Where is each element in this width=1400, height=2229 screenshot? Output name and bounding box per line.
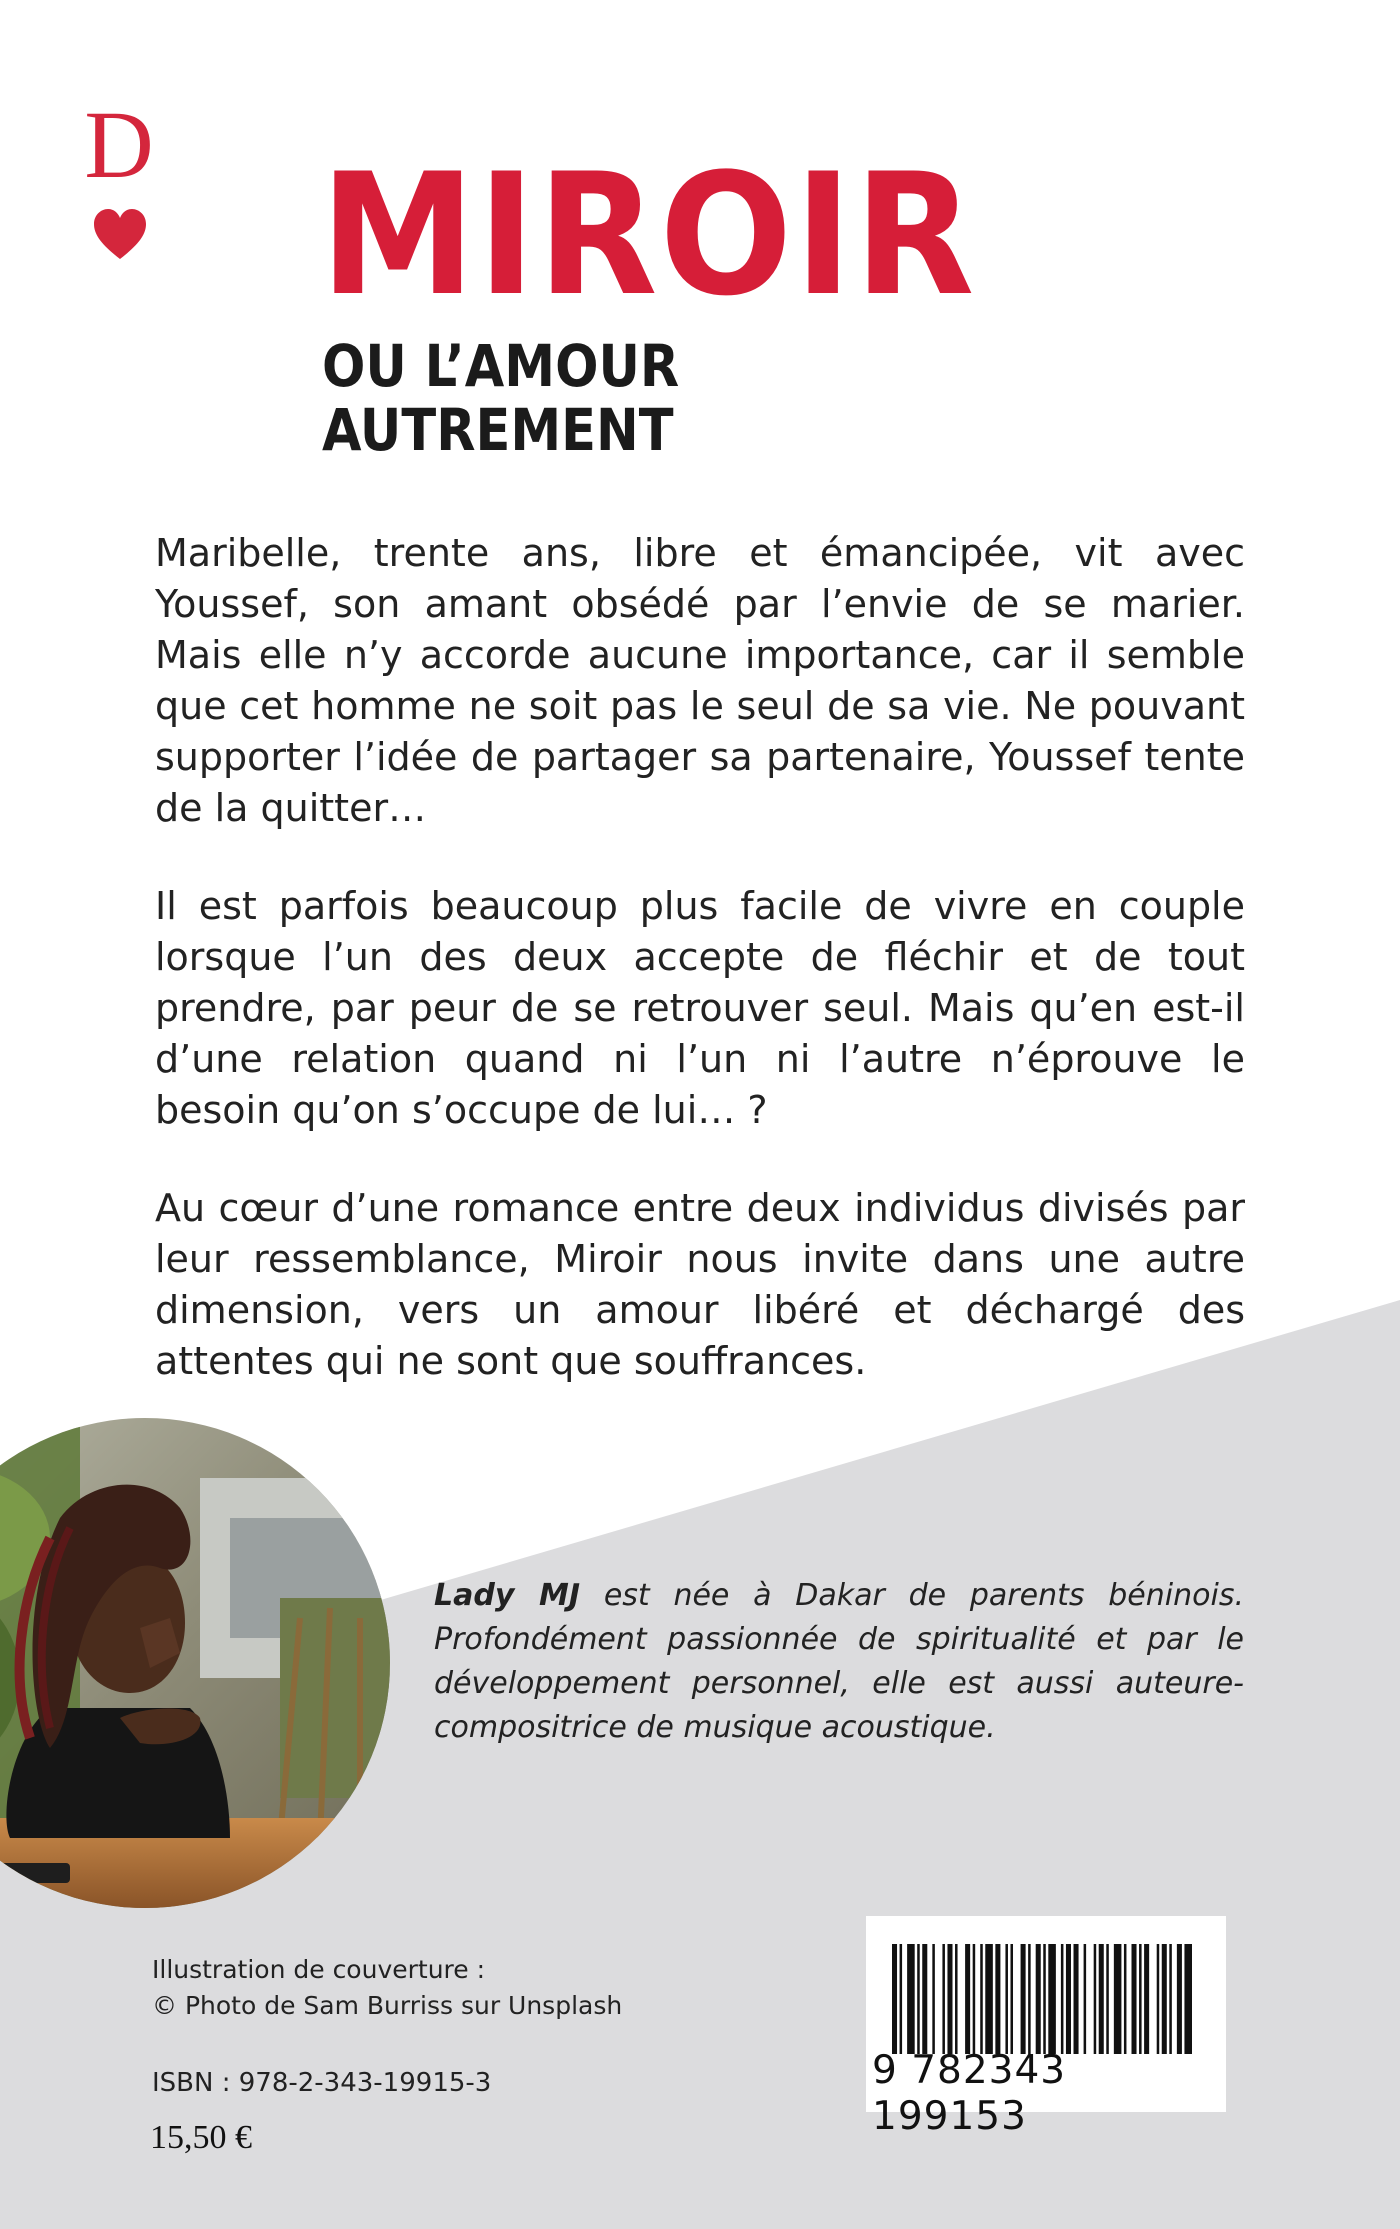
- book-blurb: [155, 528, 1245, 1434]
- book-title: MIROIR: [320, 137, 977, 333]
- cover-credits: [152, 1952, 622, 2024]
- blurb-paragraph-1: Maribelle, trente ans, libre et émancipée, vit avec Youssef, son amant obsédé par l’envie de se marier. Mais elle n’y accorde aucune importance, car il semble que cet homme ne soit pas le seul de sa vie. Ne pouvant supporter l’idée de partager sa partenaire, Youssef tente de la quitter…: [155, 531, 1245, 830]
- logo-letter: D: [84, 91, 154, 198]
- book-subtitle: OU L’AMOUR AUTREMENT: [322, 332, 680, 464]
- heart-icon: [92, 207, 148, 263]
- barcode: [866, 1916, 1226, 2139]
- credits-line-2: © Photo de Sam Burriss sur Unsplash: [152, 1991, 623, 2020]
- author-bio-text: est née à Dakar de parents béninois. Profondément passionnée de spiritualité et par le développement personnel, elle est aussi auteure-compositrice de musique acoustique.: [434, 1578, 1244, 1745]
- credits-line-1: Illustration de couverture :: [152, 1955, 486, 1984]
- blurb-paragraph-2: Il est parfois beaucoup plus facile de vivre en couple lorsque l’un des deux accepte de fléchir et de tout prendre, par peur de se retrouver seul. Mais qu’en est-il d’une relation quand ni l’un ni l’autre n’éprouve le besoin qu’on s’occupe de lui… ?: [155, 884, 1245, 1132]
- author-bio: [434, 1574, 1244, 1750]
- isbn: ISBN : 978-2-343-19915-3: [152, 2068, 492, 2098]
- barcode-number: 9 782343 199153: [872, 2048, 1067, 2139]
- blurb-paragraph-3: Au cœur d’une romance entre deux individus divisés par leur ressemblance, Miroir nous invite dans une autre dimension, vers un amour libéré et déchargé des attentes qui ne sont que souffrances.: [155, 1186, 1245, 1383]
- price: 15,50 €: [150, 2119, 252, 2156]
- barcode-bars: [892, 1944, 1192, 2054]
- publisher-logo: [84, 91, 154, 275]
- author-name: Lady MJ: [434, 1578, 581, 1613]
